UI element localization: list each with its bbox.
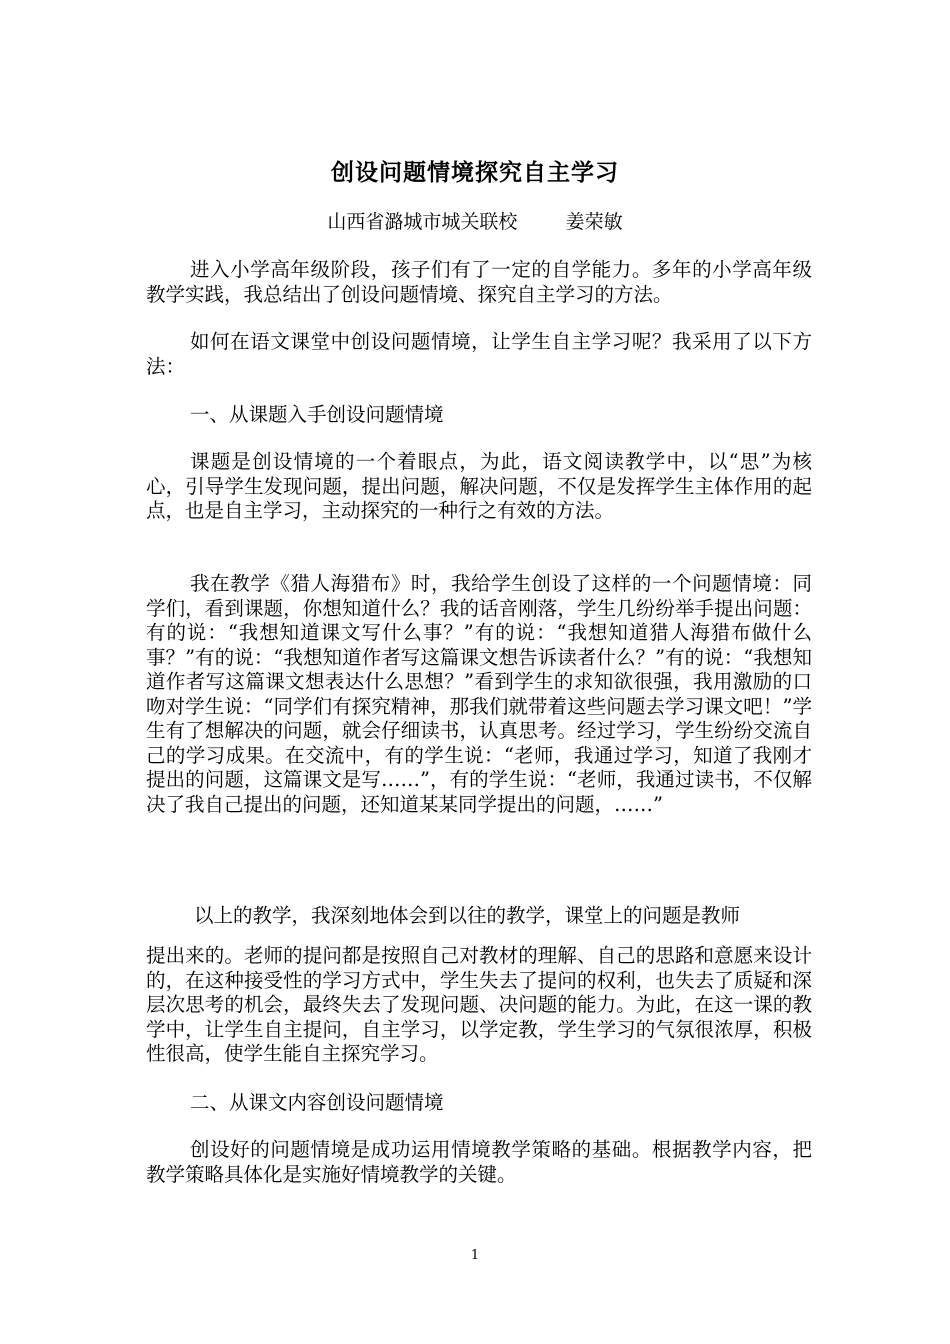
paragraph-reflection-first-line: 以上的教学，我深刻地体会到以往的教学，课堂上的问题是教师 — [194, 904, 741, 927]
paragraph-strategy: 创设好的问题情境是成功运用情境教学策略的基础。根据教学内容，把教学策略具体化是实施好情境教学的关键。 — [146, 1138, 812, 1186]
page-number: 1 — [470, 1248, 480, 1263]
section-heading-1: 一、从课题入手创设问题情境 — [190, 403, 444, 426]
paragraph-question: 如何在语文课堂中创设问题情境，让学生自主学习呢？我采用了以下方法： — [146, 330, 812, 378]
paragraph-topic: 课题是创设情境的一个着眼点，为此，语文阅读教学中，以“思”为核心，引导学生发现问题，提出问题，解决问题，不仅是发挥学生主体作用的起点，也是自主学习，主动探究的一种行之有效的方法。 — [146, 450, 812, 522]
paragraph-example: 我在教学《猎人海猎布》时，我给学生创设了这样的一个问题情境：同学们，看到课题，你想知道什么？我的话音刚落，学生几纷纷举手提出问题：有的说：“我想知道课文写什么事？”有的说：“我想知道猎人海猎布做什么事？”有的说：“我想知道作者写这篇课文想告诉读者什么？”有的说：“我想知道作者写这篇课文想表达什么思想？”看到学生的求知欲很强，我用激励的口吻对学生说：“同学们有探究精神，那我们就带着这些问题去学习课文吧！”学生有了想解决的问题，就会仔细读书，认真思考。经过学习，学生纷纷交流自己的学习成果。在交流中，有的学生说：“老师，我通过学习，知道了我刚才提出的问题，这篇课文是写……”，有的学生说：“老师，我通过读书，不仅解决了我自己提出的问题，还知道某某同学提出的问题，……” — [146, 572, 812, 816]
paragraph-reflection-body: 提出来的。老师的提问都是按照自己对教材的理解、自己的思路和意愿来设计的，在这种接受性的学习方式中，学生失去了提问的权利，也失去了质疑和深层次思考的机会，最终失去了发现问题、决问题的能力。为此，在这一课的教学中，让学生自主提问，自主学习，以学定教，学生学习的气氛很浓厚，积极性很高，使学生能自主探究学习。 — [146, 944, 812, 1065]
section-heading-2: 二、从课文内容创设问题情境 — [190, 1091, 444, 1114]
paragraph-intro: 进入小学高年级阶段，孩子们有了一定的自学能力。多年的小学高年级教学实践，我总结出了创设问题情境、探究自主学习的方法。 — [146, 258, 812, 306]
document-title: 创设问题情境探究自主学习 — [331, 159, 619, 186]
author-byline: 山西省潞城市城关联校 姜荣敏 — [327, 211, 623, 233]
